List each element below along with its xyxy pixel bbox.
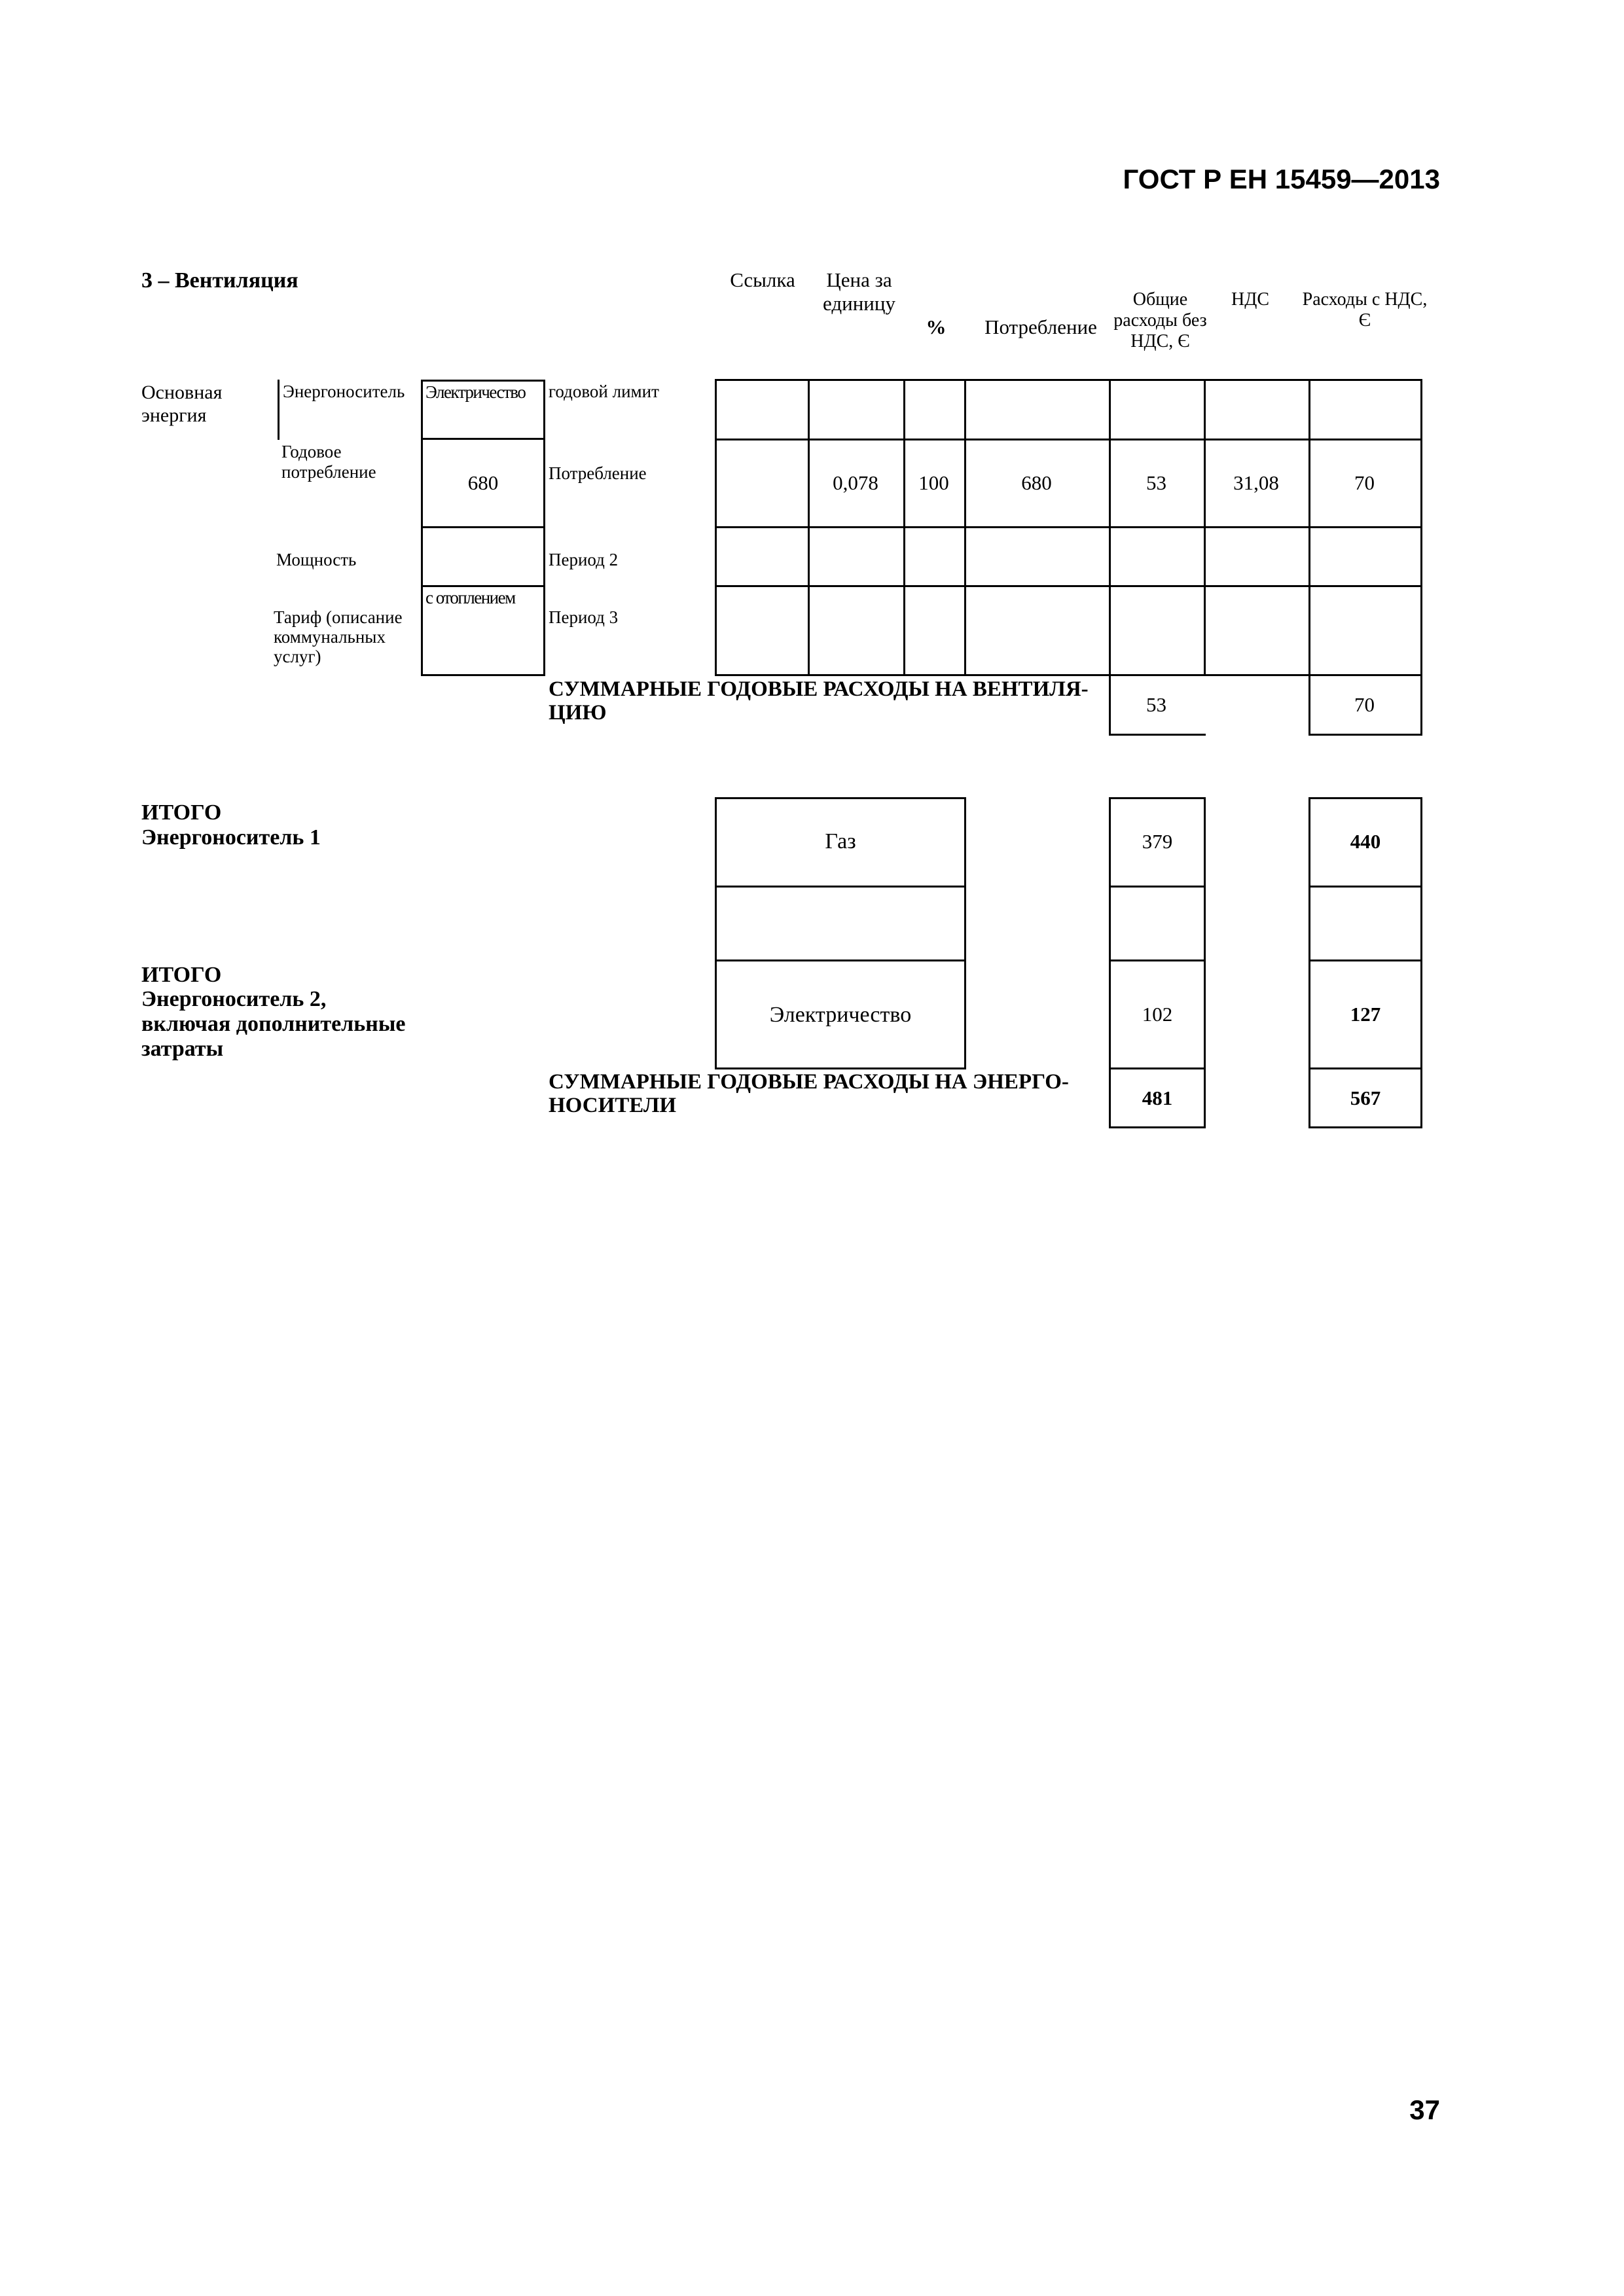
col-header-total-with-vat: Расходы с НДС, Є (1302, 289, 1428, 331)
main-energy-label: Основная энергия (141, 382, 223, 426)
carrier-label: Энергоноситель (283, 382, 405, 401)
cell-r1-ref (715, 439, 808, 527)
cell-r1-total-no-vat: 53 (1146, 471, 1166, 494)
document-id: ГОСТ Р ЕН 15459—2013 (1123, 164, 1440, 194)
carrier-2-no-vat: 102 (1142, 1003, 1173, 1026)
cell-r1-consumption: 680 (1021, 471, 1052, 494)
itogo-2-title: ИТОГО (141, 963, 222, 987)
carrier-1-no-vat: 379 (1142, 830, 1173, 853)
tariff-label: Тариф (описание коммунальных услуг) (274, 607, 403, 667)
cell-r2-percent (903, 527, 964, 586)
cell-r0-total-with-vat (1308, 380, 1420, 439)
itogo-1-title: ИТОГО (141, 800, 222, 825)
cell-r1-unit-price: 0,078 (833, 471, 878, 494)
cell-r2-vat (1204, 527, 1308, 586)
ventilation-total-label: СУММАРНЫЕ ГОДОВЫЕ РАСХОДЫ НА ВЕНТИЛЯ-ЦИЮ (549, 677, 1089, 725)
cell-r3-unit-price (808, 586, 903, 675)
cell-r0-percent (903, 380, 964, 439)
row-label-period-3: Период 3 (549, 607, 619, 627)
cell-r0-total-no-vat (1109, 380, 1204, 439)
carrier-2-with-vat: 127 (1350, 1003, 1381, 1026)
cell-r2-total-with-vat (1308, 527, 1420, 586)
carrier-1-with-vat: 440 (1350, 830, 1381, 853)
cell-r2-consumption (964, 527, 1109, 586)
col-header-consumption: Потребление (984, 315, 1097, 338)
itogo-2-subtitle: Энергоноситель 2, включая дополнительные затраты (141, 987, 406, 1062)
cell-r2-ref (715, 527, 808, 586)
carrier-2-name: Электричество (769, 1003, 912, 1027)
power-label: Мощность (276, 550, 357, 569)
carrier-1-name: Газ (825, 829, 856, 853)
power-value (421, 526, 545, 587)
itogo-1-subtitle: Энергоноситель 1 (141, 825, 321, 850)
annual-consumption-label: Годовое потребление (281, 442, 376, 482)
cell-r0-consumption (964, 380, 1109, 439)
carrier-value: Электричество (425, 382, 526, 402)
cell-r3-percent (903, 586, 964, 675)
col-header-total-no-vat: Общие расходы без НДС, Є (1113, 289, 1207, 352)
cell-r1-vat: 31,08 (1233, 471, 1279, 494)
tariff-value: с отоплением (425, 588, 515, 607)
grid-line-v8 (1420, 379, 1422, 736)
ventilation-total-with-vat: 70 (1354, 692, 1375, 716)
cell-r2-unit-price (808, 527, 903, 586)
cell-r3-vat (1204, 586, 1308, 675)
cell-r3-total-no-vat (1109, 586, 1204, 675)
cell-r0-unit-price (808, 380, 903, 439)
col-header-vat: НДС (1231, 289, 1269, 310)
grand-total-no-vat: 481 (1142, 1086, 1173, 1109)
section-title: 3 – Вентиляция (141, 268, 298, 293)
col-header-ref: Ссылка (730, 268, 795, 291)
row-label-period-2: Период 2 (549, 550, 619, 569)
cell-r3-ref (715, 586, 808, 675)
grand-total-with-vat: 567 (1350, 1086, 1381, 1109)
cell-r3-consumption (964, 586, 1109, 675)
cell-r0-vat (1204, 380, 1308, 439)
cell-r1-percent: 100 (918, 471, 949, 494)
col-header-percent: % (926, 315, 947, 338)
annual-consumption-value: 680 (467, 471, 499, 494)
ventilation-total-no-vat: 53 (1146, 692, 1166, 716)
col-header-unit-price: Цена за единицу (823, 268, 895, 315)
page-number: 37 (1409, 2094, 1440, 2125)
row-label-consumption: Потребление (549, 463, 647, 483)
row-label-annual-limit: годовой лимит (549, 382, 659, 401)
cell-r3-total-with-vat (1308, 586, 1420, 675)
grand-total-label: СУММАРНЫЕ ГОДОВЫЕ РАСХОДЫ НА ЭНЕРГО-НОСИТЕЛИ (549, 1070, 1069, 1117)
cell-r2-total-no-vat (1109, 527, 1204, 586)
cell-r0-ref (715, 380, 808, 439)
bracket-line (278, 380, 280, 440)
cell-r1-total-with-vat: 70 (1354, 471, 1375, 494)
